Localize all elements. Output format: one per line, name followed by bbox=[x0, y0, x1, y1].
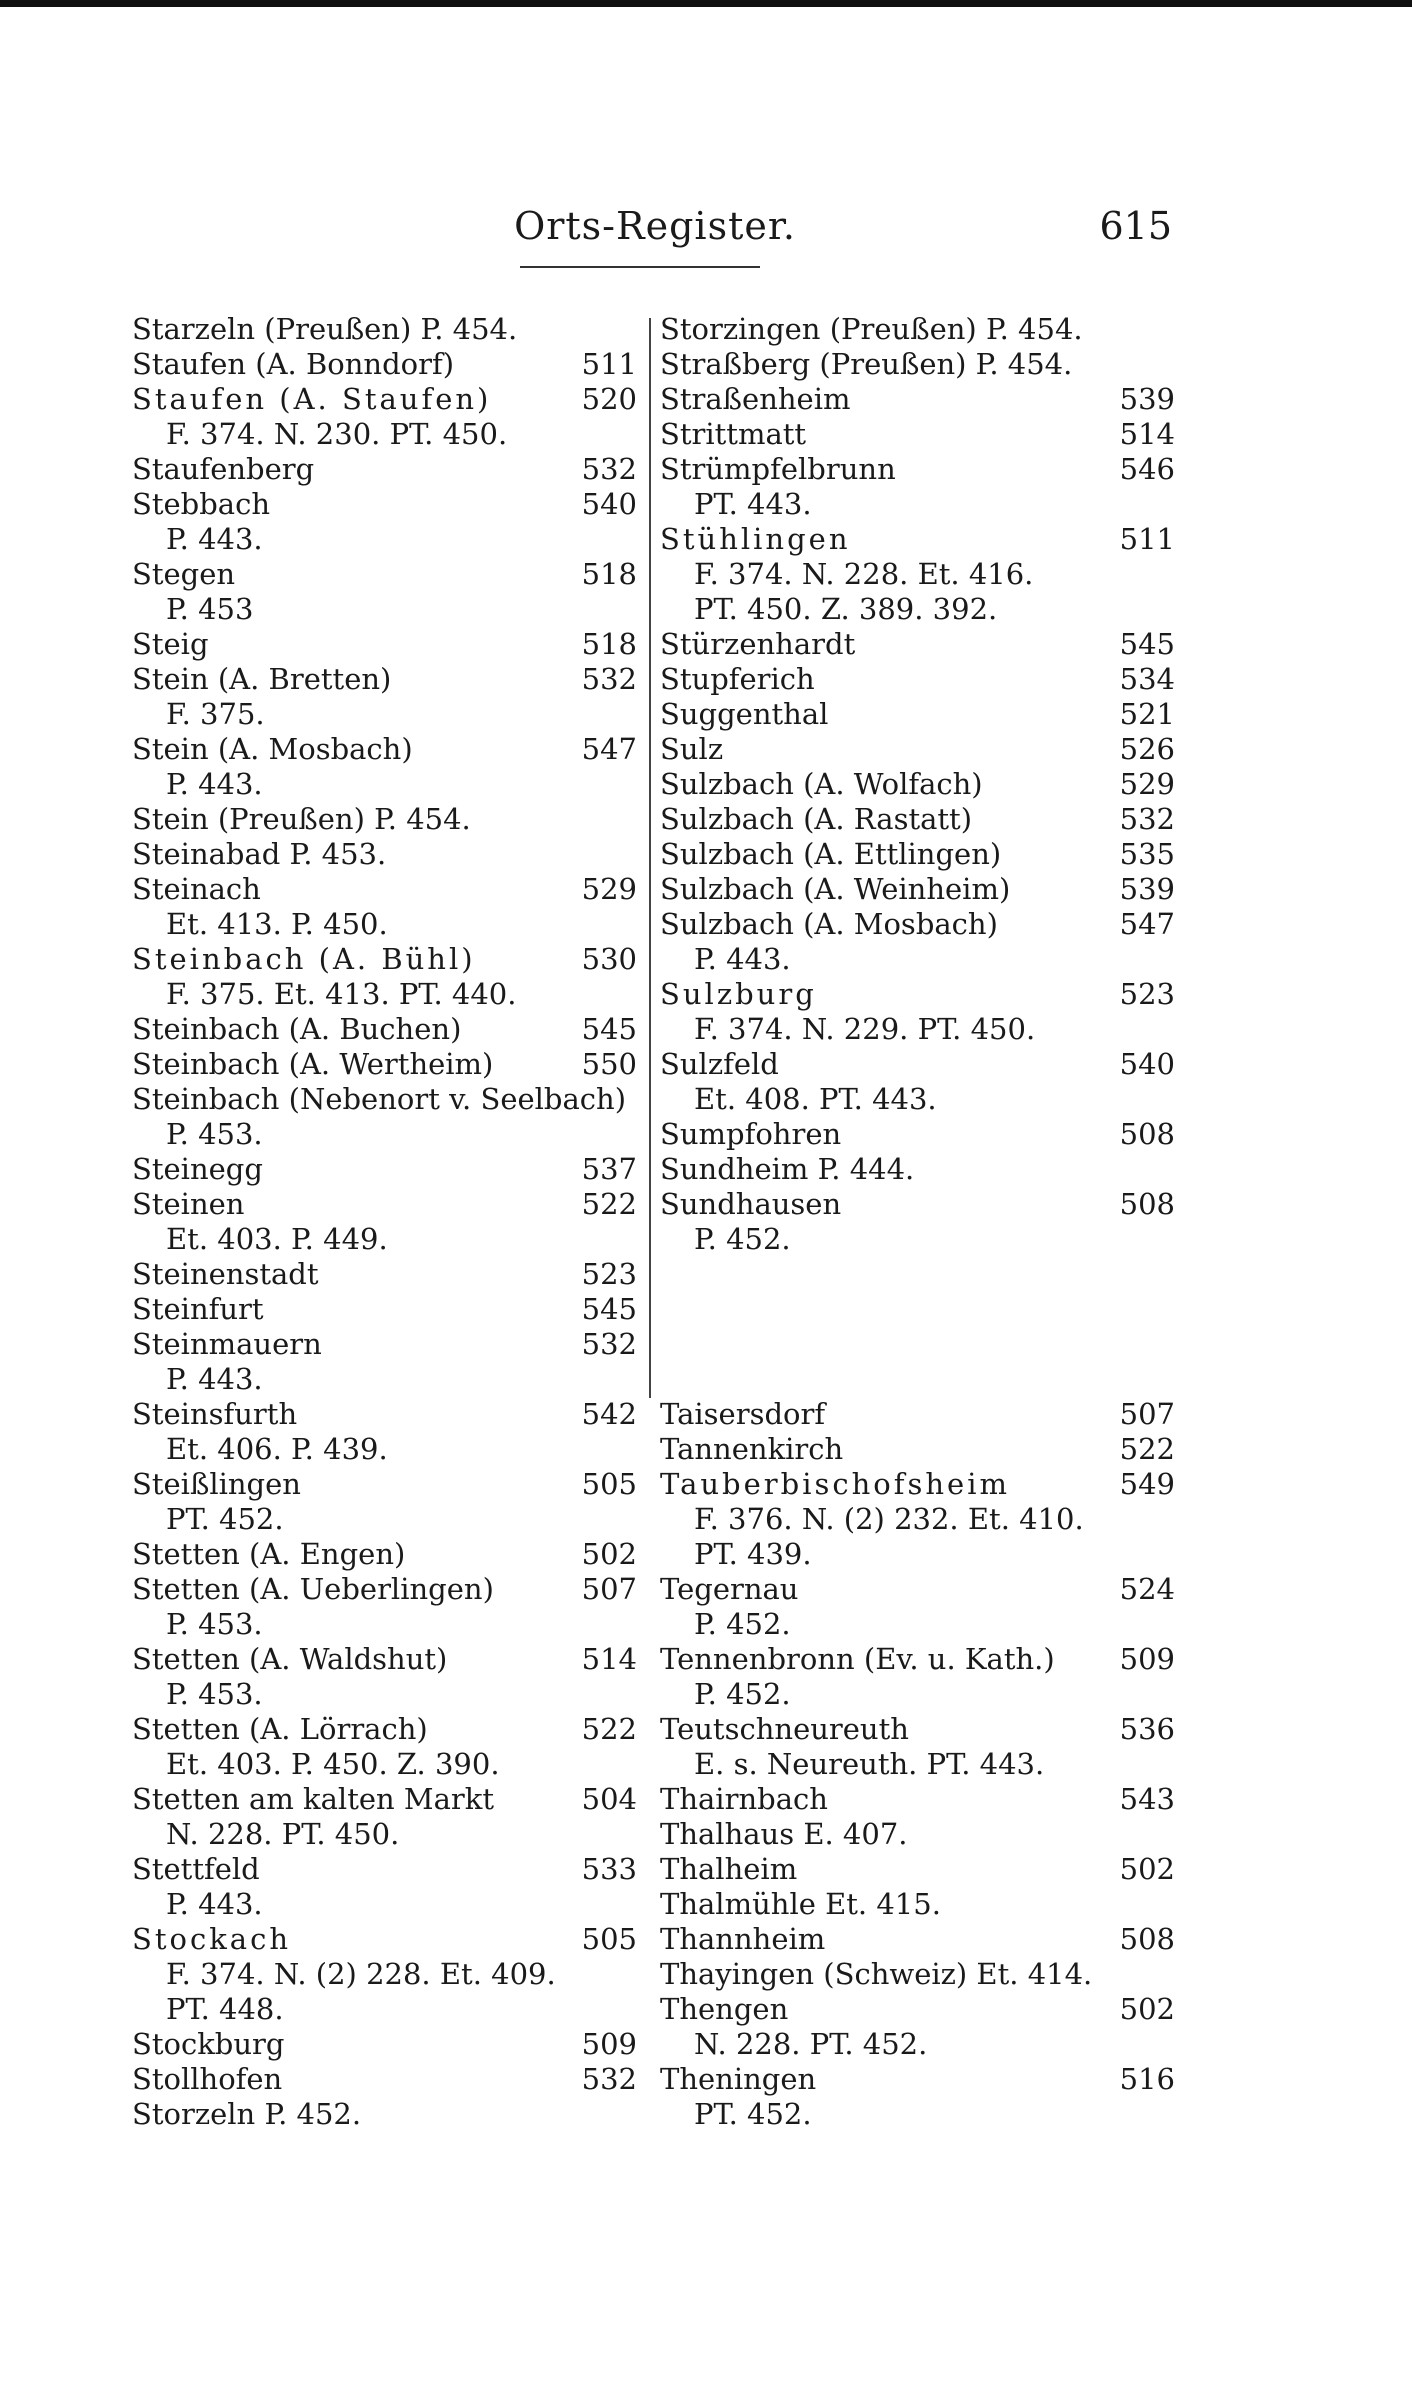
entry-page-number: 522 bbox=[581, 1712, 637, 1746]
index-entry bbox=[132, 1292, 637, 1327]
entry-name: Steig bbox=[132, 627, 209, 661]
index-entry bbox=[660, 347, 1175, 382]
entry-reference: P. 453. bbox=[166, 1677, 263, 1711]
entry-name: Stein (A. Mosbach) bbox=[132, 732, 413, 766]
t-entries bbox=[660, 1397, 1175, 2132]
entry-name: Staufenberg bbox=[132, 452, 315, 486]
entry-name: Thengen bbox=[660, 1992, 789, 2026]
entry-name: Stühlingen bbox=[660, 522, 851, 556]
index-entry bbox=[132, 732, 637, 802]
entry-reference: Et. 403. P. 450. Z. 390. bbox=[166, 1747, 500, 1781]
index-entry bbox=[132, 872, 637, 942]
entry-page-number: 545 bbox=[581, 1012, 637, 1046]
index-entry bbox=[132, 1642, 637, 1712]
entry-name: Sulzbach (A. Ettlingen) bbox=[660, 837, 1002, 871]
index-entry bbox=[660, 312, 1175, 347]
index-entry bbox=[132, 942, 637, 1012]
entry-name: Stetten (A. Ueberlingen) bbox=[132, 1572, 494, 1606]
entry-reference: Et. 403. P. 449. bbox=[166, 1222, 388, 1256]
index-entry bbox=[132, 1082, 637, 1152]
entry-name: Thayingen (Schweiz) Et. 414. bbox=[660, 1957, 1093, 1991]
entry-name: Straßberg (Preußen) P. 454. bbox=[660, 347, 1073, 381]
entry-name: Steinach bbox=[132, 872, 261, 906]
entry-name: Storzingen (Preußen) P. 454. bbox=[660, 312, 1083, 346]
entry-name: Taisersdorf bbox=[660, 1397, 826, 1431]
entry-name: Strümpfelbrunn bbox=[660, 452, 896, 486]
index-entry bbox=[132, 347, 637, 382]
entry-name: Stetten (A. Waldshut) bbox=[132, 1642, 448, 1676]
entry-name: Thalheim bbox=[660, 1852, 798, 1886]
entry-page-number: 542 bbox=[581, 1397, 637, 1431]
entry-page-number: 529 bbox=[581, 872, 637, 906]
index-entry bbox=[132, 1467, 637, 1537]
entry-name: Tennenbronn (Ev. u. Kath.) bbox=[660, 1642, 1055, 1676]
index-entry bbox=[132, 1922, 637, 2027]
index-entry bbox=[660, 1467, 1175, 1572]
entry-name: Stein (Preußen) P. 454. bbox=[132, 802, 471, 836]
index-entry bbox=[132, 1327, 637, 1397]
entry-reference: PT. 439. bbox=[694, 1537, 812, 1571]
index-entry bbox=[132, 837, 637, 872]
entry-name: Sulzbach (A. Wolfach) bbox=[660, 767, 983, 801]
page-title: Orts-Register. bbox=[514, 204, 796, 248]
entry-name: Stürzenhardt bbox=[660, 627, 856, 661]
header-rule bbox=[520, 266, 760, 268]
entry-reference: P. 452. bbox=[694, 1222, 791, 1256]
index-entry bbox=[660, 1957, 1175, 1992]
entry-name: Teutschneureuth bbox=[660, 1712, 909, 1746]
entry-name: Staufen (A. Bonndorf) bbox=[132, 347, 455, 381]
index-entry bbox=[660, 2062, 1175, 2132]
entry-page-number: 522 bbox=[1119, 1432, 1175, 1466]
index-entry bbox=[660, 977, 1175, 1047]
entry-name: Thannheim bbox=[660, 1922, 826, 1956]
entry-page-number: 532 bbox=[1119, 802, 1175, 836]
entry-name: Thalhaus E. 407. bbox=[660, 1817, 908, 1851]
entry-name: Sulz bbox=[660, 732, 724, 766]
entry-name: Steinenstadt bbox=[132, 1257, 319, 1291]
entry-page-number: 507 bbox=[581, 1572, 637, 1606]
entry-page-number: 536 bbox=[1119, 1712, 1175, 1746]
index-entry bbox=[132, 1397, 637, 1467]
entry-page-number: 540 bbox=[1119, 1047, 1175, 1081]
entry-reference: N. 228. PT. 450. bbox=[166, 1817, 400, 1851]
index-entry bbox=[660, 1152, 1175, 1187]
entry-name: Sulzburg bbox=[660, 977, 817, 1011]
entry-name: Steinbach (Nebenort v. Seelbach) bbox=[132, 1082, 627, 1116]
entry-reference: PT. 450. Z. 389. 392. bbox=[694, 592, 998, 626]
entry-name: Stegen bbox=[132, 557, 236, 591]
entry-page-number: 547 bbox=[1119, 907, 1175, 941]
index-entry bbox=[132, 557, 637, 627]
page-header bbox=[130, 204, 1180, 264]
index-entry bbox=[660, 1117, 1175, 1152]
index-entry bbox=[132, 1852, 637, 1922]
index-entry bbox=[132, 1782, 637, 1852]
entry-page-number: 539 bbox=[1119, 382, 1175, 416]
entry-name: Theningen bbox=[660, 2062, 817, 2096]
entry-name: Stollhofen bbox=[132, 2062, 283, 2096]
entry-reference: F. 375. Et. 413. PT. 440. bbox=[166, 977, 517, 1011]
index-entry bbox=[132, 662, 637, 732]
entry-page-number: 505 bbox=[581, 1922, 637, 1956]
entry-page-number: 523 bbox=[581, 1257, 637, 1291]
entry-name: Strittmatt bbox=[660, 417, 807, 451]
entry-name: Suggenthal bbox=[660, 697, 829, 731]
entry-name: Stebbach bbox=[132, 487, 271, 521]
entry-page-number: 505 bbox=[581, 1467, 637, 1501]
index-entry bbox=[660, 417, 1175, 452]
entry-reference: PT. 443. bbox=[694, 487, 812, 521]
entry-page-number: 530 bbox=[581, 942, 637, 976]
entry-name: Steinbach (A. Buchen) bbox=[132, 1012, 462, 1046]
entry-page-number: 522 bbox=[581, 1187, 637, 1221]
index-entry bbox=[660, 767, 1175, 802]
entry-name: Storzeln P. 452. bbox=[132, 2097, 362, 2131]
index-entry bbox=[660, 1922, 1175, 1957]
entry-reference: P. 453 bbox=[166, 592, 254, 626]
entry-name: Tauberbischofsheim bbox=[660, 1467, 1010, 1501]
entry-reference: Et. 408. PT. 443. bbox=[694, 1082, 937, 1116]
entry-name: Starzeln (Preußen) P. 454. bbox=[132, 312, 518, 346]
entry-name: Thalmühle Et. 415. bbox=[660, 1887, 941, 1921]
index-entry bbox=[660, 872, 1175, 907]
entry-page-number: 549 bbox=[1119, 1467, 1175, 1501]
entry-name: Straßenheim bbox=[660, 382, 851, 416]
entry-page-number: 508 bbox=[1119, 1922, 1175, 1956]
index-entry bbox=[660, 837, 1175, 872]
index-entry bbox=[132, 2027, 637, 2062]
entry-page-number: 532 bbox=[581, 2062, 637, 2096]
entry-reference: P. 443. bbox=[694, 942, 791, 976]
column-divider bbox=[649, 318, 651, 1398]
entry-reference: P. 443. bbox=[166, 522, 263, 556]
index-entry bbox=[132, 1187, 637, 1257]
entry-reference: F. 375. bbox=[166, 697, 265, 731]
entry-page-number: 508 bbox=[1119, 1187, 1175, 1221]
index-entry bbox=[132, 1537, 637, 1572]
entry-page-number: 520 bbox=[581, 382, 637, 416]
entry-page-number: 521 bbox=[1119, 697, 1175, 731]
entry-reference: Et. 406. P. 439. bbox=[166, 1432, 388, 1466]
entry-reference: F. 376. N. (2) 232. Et. 410. bbox=[694, 1502, 1084, 1536]
entry-name: Tannenkirch bbox=[660, 1432, 844, 1466]
entry-reference: Et. 413. P. 450. bbox=[166, 907, 388, 941]
index-entry bbox=[660, 627, 1175, 662]
entry-name: Stetten am kalten Markt bbox=[132, 1782, 494, 1816]
entry-reference: P. 453. bbox=[166, 1607, 263, 1641]
entry-page-number: 545 bbox=[1119, 627, 1175, 661]
entry-reference: E. s. Neureuth. PT. 443. bbox=[694, 1747, 1045, 1781]
entry-page-number: 514 bbox=[1119, 417, 1175, 451]
entry-page-number: 518 bbox=[581, 557, 637, 591]
index-entry bbox=[132, 802, 637, 837]
entry-page-number: 540 bbox=[581, 487, 637, 521]
entry-name: Stupferich bbox=[660, 662, 815, 696]
entry-name: Stetten (A. Engen) bbox=[132, 1537, 406, 1571]
entry-name: Stetten (A. Lörrach) bbox=[132, 1712, 428, 1746]
entry-page-number: 502 bbox=[1119, 1852, 1175, 1886]
index-entry bbox=[660, 452, 1175, 522]
index-entry bbox=[660, 1432, 1175, 1467]
entry-name: Staufen (A. Staufen) bbox=[132, 382, 492, 416]
index-entry bbox=[660, 522, 1175, 627]
entry-name: Stockach bbox=[132, 1922, 292, 1956]
entry-name: Sulzfeld bbox=[660, 1047, 779, 1081]
entry-name: Stettfeld bbox=[132, 1852, 260, 1886]
entry-name: Sulzbach (A. Weinheim) bbox=[660, 872, 1011, 906]
right-column bbox=[660, 312, 1175, 2132]
entry-reference: F. 374. N. 228. Et. 416. bbox=[694, 557, 1034, 591]
entry-reference: N. 228. PT. 452. bbox=[694, 2027, 928, 2061]
index-entry bbox=[660, 1397, 1175, 1432]
index-entry bbox=[660, 1187, 1175, 1257]
index-entry bbox=[660, 662, 1175, 697]
entry-page-number: 511 bbox=[581, 347, 637, 381]
entry-name: Tegernau bbox=[660, 1572, 799, 1606]
entry-name: Sumpfohren bbox=[660, 1117, 842, 1151]
entry-page-number: 543 bbox=[1119, 1782, 1175, 1816]
entry-name: Stockburg bbox=[132, 2027, 285, 2061]
index-entry bbox=[132, 382, 637, 452]
s-entries bbox=[660, 312, 1175, 1257]
entry-name: Steißlingen bbox=[132, 1467, 301, 1501]
entry-reference: F. 374. N. (2) 228. Et. 409. bbox=[166, 1957, 556, 1991]
index-entry bbox=[132, 487, 637, 557]
entry-page-number: 529 bbox=[1119, 767, 1175, 801]
index-entry bbox=[660, 1992, 1175, 2062]
page-number: 615 bbox=[1099, 204, 1172, 248]
index-entry bbox=[660, 382, 1175, 417]
entry-name: Steinmauern bbox=[132, 1327, 322, 1361]
entry-page-number: 502 bbox=[1119, 1992, 1175, 2026]
entry-reference: F. 374. N. 230. PT. 450. bbox=[166, 417, 508, 451]
entry-reference: PT. 452. bbox=[166, 1502, 284, 1536]
index-entry bbox=[660, 1782, 1175, 1817]
entry-name: Steinen bbox=[132, 1187, 245, 1221]
index-entry bbox=[660, 1887, 1175, 1922]
entry-page-number: 523 bbox=[1119, 977, 1175, 1011]
entry-name: Sulzbach (A. Rastatt) bbox=[660, 802, 973, 836]
entry-page-number: 514 bbox=[581, 1642, 637, 1676]
entry-page-number: 550 bbox=[581, 1047, 637, 1081]
entry-page-number: 508 bbox=[1119, 1117, 1175, 1151]
index-entry bbox=[660, 1817, 1175, 1852]
entry-page-number: 535 bbox=[1119, 837, 1175, 871]
entry-page-number: 547 bbox=[581, 732, 637, 766]
index-entry bbox=[132, 1572, 637, 1642]
index-entry bbox=[660, 732, 1175, 767]
index-entry bbox=[132, 1712, 637, 1782]
entry-reference: P. 453. bbox=[166, 1117, 263, 1151]
entry-page-number: 533 bbox=[581, 1852, 637, 1886]
entry-page-number: 518 bbox=[581, 627, 637, 661]
entry-page-number: 546 bbox=[1119, 452, 1175, 486]
entry-name: Sundhausen bbox=[660, 1187, 842, 1221]
index-entry bbox=[132, 2097, 637, 2132]
entry-reference: F. 374. N. 229. PT. 450. bbox=[694, 1012, 1036, 1046]
entry-page-number: 526 bbox=[1119, 732, 1175, 766]
entry-reference: P. 443. bbox=[166, 767, 263, 801]
entry-reference: PT. 448. bbox=[166, 1992, 284, 2026]
left-column bbox=[132, 312, 637, 2132]
entry-name: Sulzbach (A. Mosbach) bbox=[660, 907, 998, 941]
index-entry bbox=[132, 1012, 637, 1047]
entry-page-number: 516 bbox=[1119, 2062, 1175, 2096]
entry-reference: P. 452. bbox=[694, 1607, 791, 1641]
entry-page-number: 509 bbox=[1119, 1642, 1175, 1676]
entry-reference: PT. 452. bbox=[694, 2097, 812, 2131]
entry-page-number: 532 bbox=[581, 662, 637, 696]
index-entry bbox=[660, 697, 1175, 732]
entry-page-number: 537 bbox=[581, 1152, 637, 1186]
entry-page-number: 507 bbox=[1119, 1397, 1175, 1431]
index-entry bbox=[660, 1047, 1175, 1117]
index-entry bbox=[132, 1047, 637, 1082]
entry-page-number: 534 bbox=[1119, 662, 1175, 696]
letter-gap bbox=[660, 1257, 1175, 1397]
entry-page-number: 504 bbox=[581, 1782, 637, 1816]
index-entry bbox=[132, 312, 637, 347]
entry-name: Steinegg bbox=[132, 1152, 263, 1186]
entry-page-number: 524 bbox=[1119, 1572, 1175, 1606]
entry-reference: P. 452. bbox=[694, 1677, 791, 1711]
entry-name: Steinbach (A. Bühl) bbox=[132, 942, 476, 976]
index-entry bbox=[660, 1852, 1175, 1887]
index-entry bbox=[660, 907, 1175, 977]
index-entry bbox=[132, 2062, 637, 2097]
index-entry bbox=[660, 1712, 1175, 1782]
entry-reference: P. 443. bbox=[166, 1362, 263, 1396]
entry-name: Steinfurt bbox=[132, 1292, 264, 1326]
index-entry bbox=[660, 1642, 1175, 1712]
entry-name: Steinsfurth bbox=[132, 1397, 298, 1431]
entry-page-number: 545 bbox=[581, 1292, 637, 1326]
entry-name: Steinbach (A. Wertheim) bbox=[132, 1047, 494, 1081]
entry-name: Sundheim P. 444. bbox=[660, 1152, 915, 1186]
index-entry bbox=[132, 627, 637, 662]
entry-name: Steinabad P. 453. bbox=[132, 837, 387, 871]
entry-page-number: 502 bbox=[581, 1537, 637, 1571]
entry-page-number: 532 bbox=[581, 452, 637, 486]
entry-name: Stein (A. Bretten) bbox=[132, 662, 392, 696]
entry-reference: P. 443. bbox=[166, 1887, 263, 1921]
index-entry bbox=[660, 1572, 1175, 1642]
entry-page-number: 539 bbox=[1119, 872, 1175, 906]
entry-page-number: 511 bbox=[1119, 522, 1175, 556]
top-border bbox=[0, 0, 1412, 7]
index-entry bbox=[132, 452, 637, 487]
index-entry bbox=[132, 1152, 637, 1187]
index-entry bbox=[660, 802, 1175, 837]
entry-name: Thairnbach bbox=[660, 1782, 828, 1816]
entry-page-number: 532 bbox=[581, 1327, 637, 1361]
entry-page-number: 509 bbox=[581, 2027, 637, 2061]
index-entry bbox=[132, 1257, 637, 1292]
